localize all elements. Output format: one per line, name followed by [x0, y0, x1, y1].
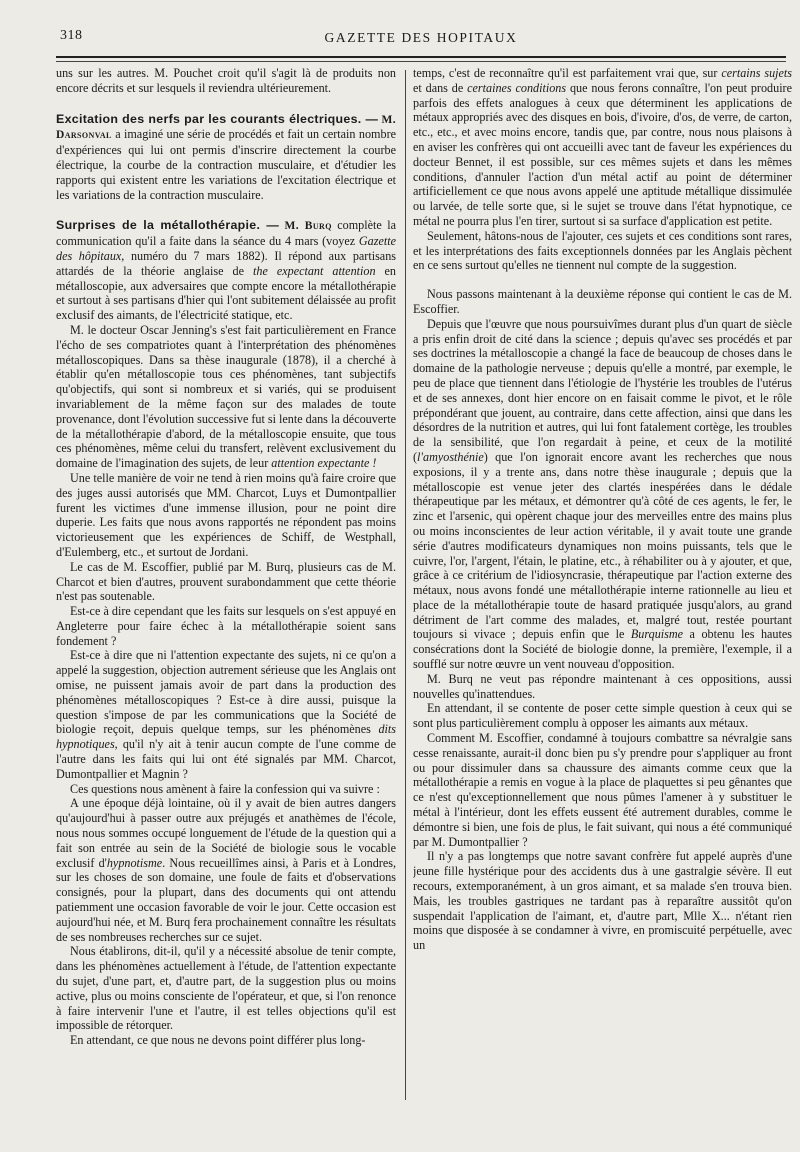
paragraph: En attendant, ce que nous ne devons point différer plus long- [70, 1033, 366, 1048]
section-title: Excitation des nerfs par les courants électriques. — [56, 111, 379, 126]
section-title: Surprises de la métallothérapie. — [56, 218, 280, 233]
paragraph: Il n'y a pas longtemps que notre savant confrère fut appelé auprès d'une jeune fille hystérique pour des accidents dus à une gastralgie sévère. Il eut recours, extemporanément, à un gros aimant, et sa malade s'en trouva bien. Mais, les troubles gastriques ne tardant pas à reparaître aussitôt qu'on suspendait l'application de l'aimant, et, d'autre part, Mlle X... n'étant rien moins que disposée à se condamner à vivre, en promiscuité perpétuelle, avec un [413, 849, 792, 953]
paragraph: Seulement, hâtons-nous de l'ajouter, ces sujets et ces conditions sont rares, et les interprétations des faits exceptionnels données par les Anglais pèchent en ce sens surtout qu'elles ne tiennent nul compte de la suggestion. [413, 228, 792, 273]
author-name: M. Darsonval [56, 113, 396, 142]
right-column [413, 66, 792, 1144]
paragraph: Ces questions nous amènent à faire la confession qui va suivre : [70, 781, 380, 796]
paragraph: Depuis que l'œuvre que nous poursuivîmes durant plus d'un quart de siècle a pris enfin droit de cité dans la science ; depuis qu'avec ses procédés et par ses doctrines la métalloscopie a changé la face de beaucoup de choses dans le domaine de la pathologie nerveuse ; depuis qu'elle a montré, par exemple, le peu de place que tiennent dans l'étiologie de l'hystérie les troubles de l'utérus et de ses annexes, dont hier encore on en faisait comme le pivot, et le rôle prépondérant que jouent, au contraire, dans cette affection, ainsi que dans les désordres de la nutrition et autres, qui lui font fatalement cortège, les troubles de la sensibilité, que l'on regardait à peine, et ceux de la motilité (l'amyosthénie) que l'on ignorait encore avant les recherches que nous exposions, il y a trente ans, dans notre thèse inaugurale ; depuis que la métalloscopie est venue jeter des clartés inespérées dans le dédale thérapeutique par les métaux, et démontrer qu'à côté de ces agents, le fer, le zinc et l'arsenic, qui opèrent chaque jour des merveilles entre des mains plus ou moins inconscientes de leur action véritable, il y avait toute une grande série d'autres modificateurs dynamiques non moins puissants, tels que le cuivre, l'or, l'argent, l'étain, le platine, etc., à réhabiliter ou à y ajouter, et que, grâce à ce critérium de l'idiosyncrasie, thérapeutique par l'action externe des métaux, nous avons fondé une métallothérapie interne rationnelle au lieu et place de la métallothérapie toute de hasard pratiquée jusqu'alors, au grand détriment de l'art comme des malades, et, malgré tout, restée pourtant toujours si vivace ; depuis enfin que le Burquisme a obtenu les hautes consécrations dont la Société de biologie donne, la première, l'exemple, il a soufflé sur notre œuvre un vent nouveau d'opposition. [413, 316, 792, 672]
paragraph: Le cas de M. Escoffier, publié par M. Burq, plusieurs cas de M. Charcot et bien d'autres, prouvent surabondamment que cette théorie n'est pas soutenable. [56, 559, 396, 604]
header-rule [56, 56, 786, 62]
left-column [56, 66, 396, 1144]
paragraph: M. Burq ne veut pas répondre maintenant à ces oppositions, aussi nouvelles qu'inattendues. [413, 671, 792, 701]
paragraph: Comment M. Escoffier, condamné à toujours combattre sa névralgie sans cesse renaissante, aurait-il donc bien pu s'y prendre pour s'appliquer au front ou pour dissimuler dans sa chaussure des aimants comme ceux que la métallothérapie a remis en vogue à la place de plaquettes si peu gênantes que ce n'est qu'exceptionnellement que nous pûmes l'amener à y substituer le métal à l'intérieur, dont les effets eussent été autrement durables, comme le démontre si bien, une fois de plus, le fait suivant, qui nous a été communiqué par M. Dumontpallier ? [413, 731, 792, 849]
section-surprises: Surprises de la métallothérapie. — M. Burq complète la communication qu'il a faite dans la séance du 4 mars (voyez Gazette des hôpitaux, numéro du 7 mars 1882). Il répond aux partisans attardés de la théorie anglaise de the expectant attention en métalloscopie, aux adversaires que compte encore la métallothérapie et surtout à ses partisans d'hier qui l'ont subitement délaissée au profit exclusif des aimants, de l'électricité statique, etc. [56, 218, 396, 323]
paragraph: uns sur les autres. M. Pouchet croit qu'il s'agit là de produits non encore décrits et sur lesquels il reviendra ultérieurement. [56, 66, 396, 95]
paragraph: temps, c'est de reconnaître qu'il est parfaitement vrai que, sur certains sujets et dans de certaines conditions que nous ferons connaître, l'on peut produire parfois des effets analogues à ceux que déterminent les applications de métaux appropriés avec des disques en bois, d'ivoire, d'os, de verre, de carton, etc., etc., et avec moins encore, tandis que, par contre, nous nous plaisons à en aviser les confrères qui ont accueilli avec tant de faveur les expériences du docteur Bennet, il est possible, sur ces mêmes sujets et dans les mêmes conditions, d'annuler l'action d'un métal actif au point de déterminer artificiellement ce que nous avons appelé une aptitude métallique dissimulée ou larvée, de telle sorte que, si le sujet se trouve dans l'état hypnotique, ce métal ne pourra plus l'en tirer, surtout si sa surface d'application est petite. [413, 66, 792, 228]
column-divider [405, 70, 406, 1100]
paragraph: M. le docteur Oscar Jenning's s'est fait particulièrement en France l'écho de ses compatriotes quant à l'interprétation des phénomènes métalloscopiques. Dans sa thèse inaugurale (1878), il a cherché à établir qu'en métalloscopie tous ces phénomènes, tant subjectifs qu'objectifs, qui sont si nombreux et si variés, qui se produisent invariablement de la même façon sur des malades de toute provenance, dont l'évolution successive fut si lente dans la découverte de la métallothérapie d'abord, de la métalloscopie ensuite, que tous ces phénomènes, même celui du transfert, relèvent exclusivement du domaine de l'imagination des sujets, de leur attention expectante ! [56, 322, 396, 471]
paragraph: Nous établirons, dit-il, qu'il y a nécessité absolue de tenir compte, dans les phénomènes actuellement à l'étude, de l'attention expectante du sujet, d'une part, et, d'autre part, de la suggestion plus ou moins active, plus ou moins consciente de l'opérateur, et que, si l'on renonce à faire intervenir l'une et l'autre, il est telles objections qu'il est impossible de rétorquer. [56, 944, 396, 1033]
paragraph: A une époque déjà lointaine, où il y avait de bien autres dangers qu'aujourd'hui à passer outre aux préjugés et anathèmes de l'école, nous nous sommes occupé longuement de l'étude de la question qui a fait son entrée au sein de la Société de biologie sous le vocable exclusif d'hypnotisme. Nous recueillîmes ainsi, à Paris et à Londres, sur les choses de son domaine, une foule de faits et d'observations consignés, pour la plupart, dans des documents qui ont attendu patiemment une occasion favorable de voir le jour. Cette occasion est aujourd'hui née, et M. Burq fera prochainement connaître les résultats de ses nombreuses recherches sur ce sujet. [56, 796, 396, 944]
running-title: GAZETTE DES HOPITAUX [324, 30, 518, 45]
paragraph: Est-ce à dire cependant que les faits sur lesquels on s'est appuyé en Angleterre pour faire échec à la métallothérapie soient sans fondement ? [56, 604, 396, 648]
paragraph-gap [413, 273, 792, 287]
paragraph: Nous passons maintenant à la deuxième réponse qui contient le cas de M. Escoffier. [413, 287, 792, 316]
author-name: M. Burq [284, 220, 332, 233]
page-header [56, 28, 786, 54]
paragraph: Est-ce à dire que ni l'attention expectante des sujets, ni ce qu'on a appelé la suggestion, objection autrement sérieuse que les Anglais ont omise, ne puissent jamais avoir de part dans la production des phénomènes métalloscopiques ? Est-ce à dire aussi, puisque la question s'impose de par les communications que la Société de biologie reçoit, depuis quelque temps, sur les phénomènes dits hypnotiques, qu'il n'y ait à tenir aucun compte de l'une comme de l'autre dans les faits qui lui ont été signalés par MM. Charcot, Dumontpallier et Magnin ? [56, 648, 396, 781]
page-number: 318 [60, 28, 83, 43]
paragraph: En attendant, il se contente de poser cette simple question à ceux qui se sont plus particulièrement complu à opposer les aimants aux métaux. [413, 701, 792, 731]
section-excitation: Excitation des nerfs par les courants électriques. — M. Darsonval a imaginé une série de procédés et fait un certain nombre d'expériences qui lui ont permis d'inscrire directement la courbe électrique, la courbe de la contraction musculaire, et d'étudier les rapports qui existent entre les variations de l'excitation électrique et les variations de la contraction musculaire. [56, 111, 396, 202]
article-columns [56, 66, 792, 1144]
paragraph: Une telle manière de voir ne tend à rien moins qu'à faire croire que des juges aussi autorisés que MM. Charcot, Luys et Dumontpallier furent les victimes d'une immense illusion, pour ne point dire duperie. Les faits que nous avons rapportés ne répondent pas moins victorieusement que les expériences de Schiff, de Westphall, d'Eulemberg, etc., et surtout de Jordani. [56, 470, 396, 559]
